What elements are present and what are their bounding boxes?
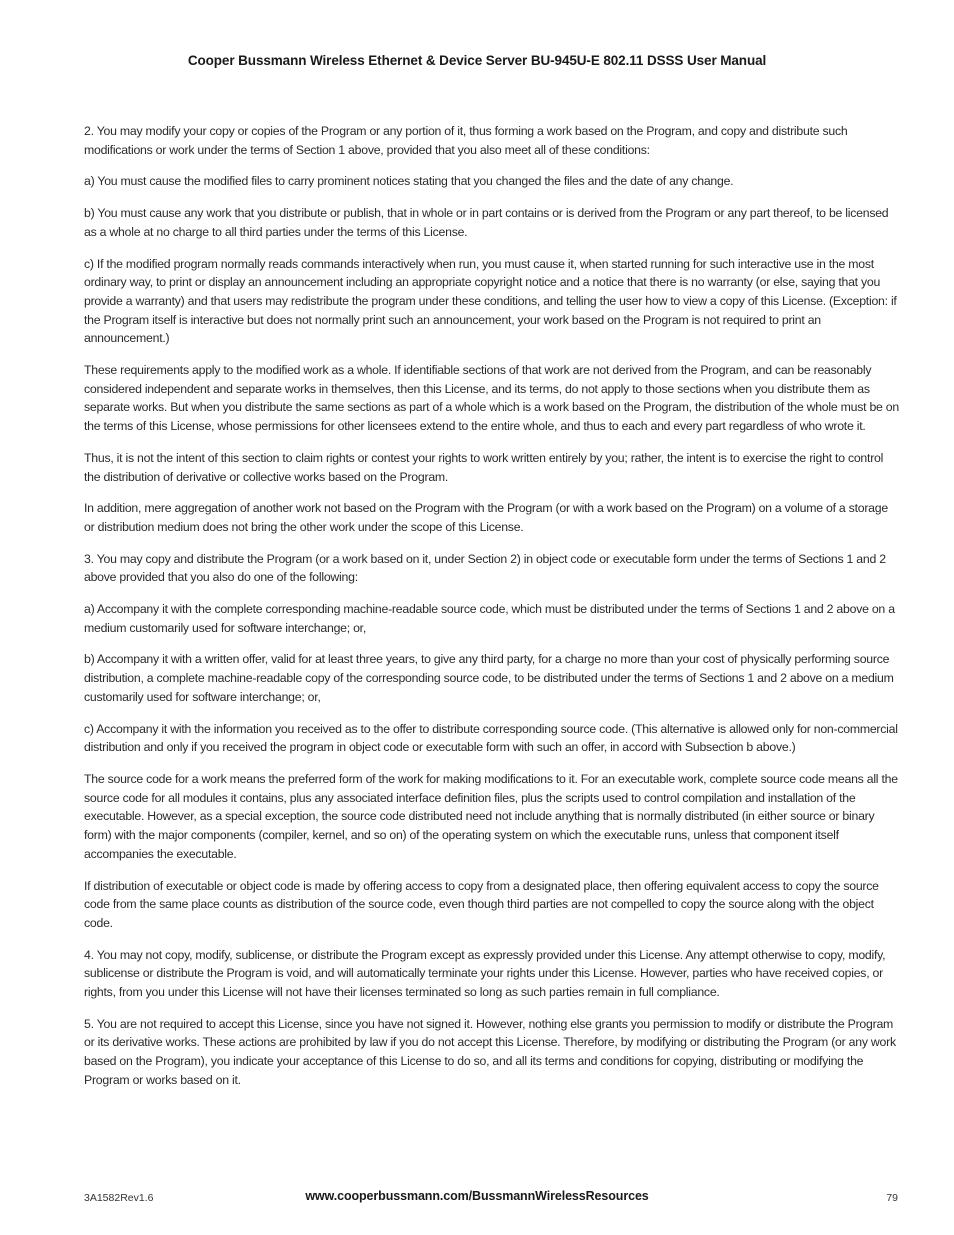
paragraph-section-2a: a) You must cause the modified files to carry prominent notices stating that you changed the files and the date of any change.	[84, 174, 734, 189]
paragraph-section-2b: b) You must cause any work that you distribute or publish, that in whole or in part contains or is derived from the Program or any part thereof, to be licensed as a whole at no charge to all third parties under the terms of this License.	[84, 206, 889, 239]
paragraph-intent: Thus, it is not the intent of this section to claim rights or contest your rights to work written entirely by you; rather, the intent is to exercise the right to control the distribution of derivative or collective works based on the Program.	[84, 450, 884, 484]
footer-page-number: 79	[886, 1192, 898, 1204]
paragraph-requirements: These requirements apply to the modified work as a whole. If identifiable sections of that work are not derived from the Program, and can be reasonably considered independent and separate works in themselves, then this License, and its terms, do not apply to those sections when you distribute them as separate works. But when you distribute the same sections as part of a whole which is a work based on the Program, the distribution of the whole must be on the terms of this License, whose permissions for other licensees extend to the entire whole, and thus to each and every part regardless of who wrote it.	[84, 363, 899, 434]
paragraph-section-4: 4. You may not copy, modify, sublicense, or distribute the Program except as expressly provided under this License. Any attempt otherwise to copy, modify, sublicense or distribute the Program is void, and will automatically terminate your rights under this License. However, parties who have received copies, or rights, from you under this License will not have their licenses terminated so long as such parties remain in full compliance.	[84, 947, 886, 1000]
paragraph-section-5: 5. You are not required to accept this License, since you have not signed it. However, nothing else grants you permission to modify or distribute the Program or its derivative works. These actions are prohibited by law if you do not accept this License. Therefore, by modifying or distributing the Program (or any work based on the Program), you indicate your acceptance of this License to do so, and all its terms and conditions for copying, distributing or modifying the Program or works based on it.	[84, 1016, 896, 1087]
paragraph-distribution-access: If distribution of executable or object code is made by offering access to copy from a designated place, then offering equivalent access to copy the source code from the same place counts as distribution of the source code, even though third parties are not compelled to copy the source along with the object code.	[84, 878, 879, 930]
paragraph-section-3a: a) Accompany it with the complete corresponding machine-readable source code, which must be distributed under the terms of Sections 1 and 2 above on a medium customarily used for software interchange; or,	[84, 602, 895, 635]
paragraph-section-3: 3. You may copy and distribute the Program (or a work based on it, under Section 2) in object code or executable form under the terms of Sections 1 and 2 above provided that you also do one of the following:	[84, 551, 886, 585]
document-body	[84, 122, 899, 1103]
paragraph-aggregation: In addition, mere aggregation of another work not based on the Program with the Program (or with a work based on the Program) on a volume of a storage or distribution medium does not bring the other work under the scope of this License.	[84, 501, 888, 534]
paragraph-source-code: The source code for a work means the preferred form of the work for making modifications to it. For an executable work, complete source code means all the source code for all modules it contains, plus any associated interface definition files, plus the scripts used to control compilation and installation of the executable. However, as a special exception, the source code distributed need not include anything that is normally distributed (in either source or binary form) with the major components (compiler, kernel, and so on) of the operating system on which the executable runs, unless that component itself accompanies the executable.	[84, 771, 898, 861]
paragraph-section-2c: c) If the modified program normally reads commands interactively when run, you must cause it, when started running for such interactive use in the most ordinary way, to print or display an announcement including an appropriate copyright notice and a notice that there is no warranty (or else, saying that you provide a warranty) and that users may redistribute the program under these conditions, and telling the user how to view a copy of this License. (Exception: if the Program itself is interactive but does not normally print such an announcement, your work based on the Program is not required to print an announcement.)	[84, 256, 897, 346]
paragraph-section-2: 2. You may modify your copy or copies of the Program or any portion of it, thus forming a work based on the Program, and copy and distribute such modifications or work under the terms of Section 1 above, provided that you also meet all of these conditions:	[84, 124, 848, 157]
footer-doc-code: 3A1582Rev1.6	[84, 1192, 154, 1204]
page-header-title: Cooper Bussmann Wireless Ethernet & Device Server BU-945U-E 802.11 DSSS User Manual	[187, 53, 767, 68]
footer-website-link[interactable]: www.cooperbussmann.com/BussmannWirelessResources	[305, 1189, 649, 1203]
paragraph-section-3c: c) Accompany it with the information you received as to the offer to distribute corresponding source code. (This alternative is allowed only for non-commercial distribution and only if you received the program in object code or executable form with such an offer, in accord with Subsection b above.)	[84, 721, 898, 755]
paragraph-section-3b: b) Accompany it with a written offer, valid for at least three years, to give any third party, for a charge no more than your cost of physically performing source distribution, a complete machine-readable copy of the corresponding source code, to be distributed under the terms of Sections 1 and 2 above on a medium customarily used for software interchange; or,	[84, 652, 894, 704]
